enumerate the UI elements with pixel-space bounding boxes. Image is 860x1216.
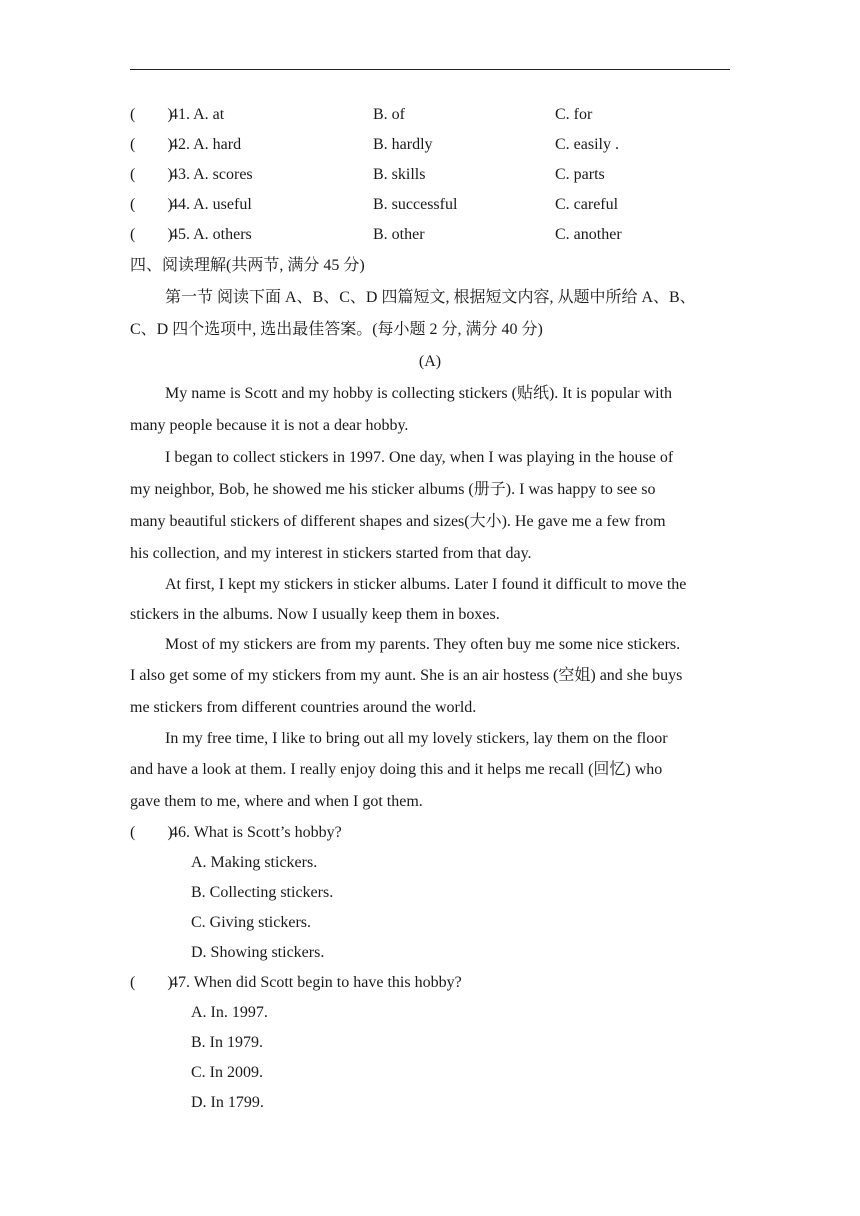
answer-blank[interactable]: ( ) [130,226,173,243]
option-a: 42. A. hard [170,136,242,153]
answer-blank[interactable]: ( ) [130,106,173,123]
choice-b: B. Collecting stickers. [191,884,334,901]
section-intro-line-2: C、D 四个选项中, 选出最佳答案。(每小题 2 分, 满分 40 分) [130,321,543,338]
passage-line: his collection, and my interest in stickers started from that day. [130,545,532,562]
option-b: B. successful [373,196,458,213]
choice-d: D. In 1799. [191,1094,264,1111]
choice-b: B. In 1979. [191,1034,263,1051]
option-b: B. hardly [373,136,433,153]
option-c: C. for [555,106,593,123]
question-46 [130,818,730,968]
passage-line: I began to collect stickers in 1997. One day, when I was playing in the house of [165,449,674,466]
choice-c: C. Giving stickers. [191,914,311,931]
choice-c: C. In 2009. [191,1064,263,1081]
option-c: C. easily . [555,136,619,153]
question-stem: 46. What is Scott’s hobby? [170,824,342,841]
passage-line: many people because it is not a dear hobby. [130,417,409,434]
option-row-43 [130,160,730,190]
option-row-41 [130,100,730,130]
option-c: C. another [555,226,622,243]
passage-line: At first, I kept my stickers in sticker albums. Later I found it difficult to move the [165,576,687,593]
option-b: B. skills [373,166,426,183]
passage-line: my neighbor, Bob, he showed me his sticker albums (册子). I was happy to see so [130,481,656,498]
answer-blank[interactable]: ( ) [130,974,173,991]
mc-options-block [130,100,730,250]
passage-line: In my free time, I like to bring out all my lovely stickers, lay them on the floor [165,730,668,747]
section-intro-line-1: 第一节 阅读下面 A、B、C、D 四篇短文, 根据短文内容, 从题中所给 A、B、 [165,289,696,306]
answer-blank[interactable]: ( ) [130,196,173,213]
option-c: C. careful [555,196,619,213]
answer-blank[interactable]: ( ) [130,824,173,841]
option-row-45 [130,220,730,250]
passage-label: (A) [418,353,442,370]
passage-line: and have a look at them. I really enjoy doing this and it helps me recall (回忆) who [130,761,663,778]
choice-a: A. In. 1997. [191,1004,268,1021]
option-b: B. of [373,106,405,123]
passage-line: My name is Scott and my hobby is collecting stickers (贴纸). It is popular with [165,385,673,402]
passage-line: me stickers from different countries around the world. [130,699,477,716]
option-c: C. parts [555,166,605,183]
option-a: 45. A. others [170,226,252,243]
choice-a: A. Making stickers. [191,854,318,871]
passage-line: Most of my stickers are from my parents. They often buy me some nice stickers. [165,636,681,653]
question-47 [130,968,730,1118]
choice-d: D. Showing stickers. [191,944,325,961]
passage-line: stickers in the albums. Now I usually keep them in boxes. [130,606,500,623]
header-rule [130,69,730,70]
passage-text [130,378,730,818]
answer-blank[interactable]: ( ) [130,136,173,153]
option-b: B. other [373,226,425,243]
passage-line: many beautiful stickers of different shapes and sizes(大小). He gave me a few from [130,513,666,530]
page-content [130,100,730,1118]
passage-line: gave them to me, where and when I got them. [130,793,423,810]
section-title: 四、阅读理解(共两节, 满分 45 分) [130,257,365,274]
option-row-44 [130,190,730,220]
option-a: 41. A. at [170,106,225,123]
option-a: 44. A. useful [170,196,252,213]
option-a: 43. A. scores [170,166,253,183]
option-row-42 [130,130,730,160]
passage-line: I also get some of my stickers from my aunt. She is an air hostess (空姐) and she buys [130,667,683,684]
answer-blank[interactable]: ( ) [130,166,173,183]
question-stem: 47. When did Scott begin to have this hobby? [170,974,462,991]
